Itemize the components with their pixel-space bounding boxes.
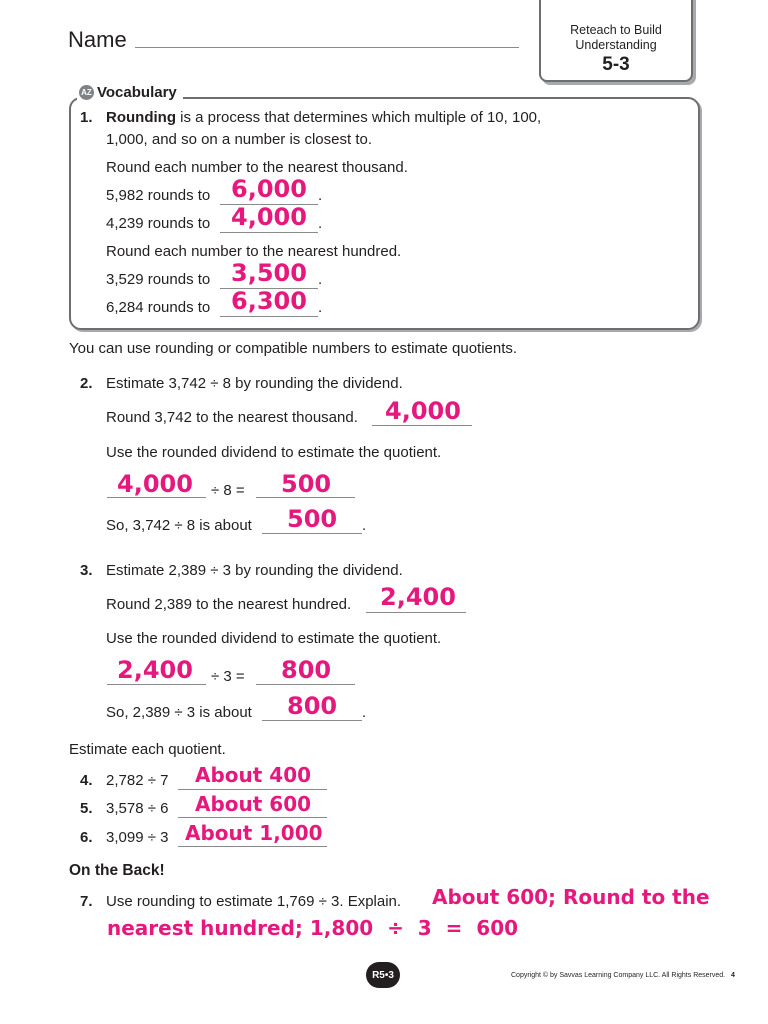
answer-line-4[interactable]	[220, 316, 318, 317]
vocabulary-heading	[77, 84, 183, 101]
q7-answer-line2: nearest hundred; 1,800 ÷ 3 = 600	[107, 916, 519, 940]
q3-so-line[interactable]	[262, 720, 362, 721]
q7-answer-line1: About 600; Round to the	[432, 885, 710, 909]
answer-round-4: 6,300	[231, 287, 307, 315]
q3-text: Estimate 2,389 ÷ 3 by rounding the dividend.	[106, 562, 403, 579]
q3-dividend-answer: 2,400	[117, 656, 193, 684]
q2-quotient-answer: 500	[281, 470, 332, 498]
q6-answer: About 1,000	[185, 821, 323, 845]
q3-round-prompt: Round 2,389 to the nearest hundred.	[106, 596, 352, 613]
name-label: Name	[68, 27, 127, 52]
name-field[interactable]	[135, 47, 519, 48]
round-prompt-4: 6,284 rounds to	[106, 299, 211, 316]
period: .	[318, 215, 323, 232]
q2-round-answer: 4,000	[385, 397, 461, 425]
vocab-definition-rest: is a process that determines which multiple of 10, 100,	[175, 109, 542, 126]
lesson-number: 5-3	[602, 54, 630, 75]
q2-so-text: So, 3,742 ÷ 8 is about	[106, 517, 252, 534]
period: .	[362, 517, 367, 534]
item-number-5: 5.	[80, 800, 93, 817]
q2-division-op: ÷ 8 =	[211, 482, 245, 499]
item-number-1: 1.	[80, 109, 93, 126]
item-number-3: 3.	[80, 562, 93, 579]
page-badge: R5•3	[366, 962, 400, 988]
tab-title-line1: Reteach to Build	[570, 23, 662, 37]
tab-title-line2: Understanding	[575, 38, 657, 52]
round-prompt-1: 5,982 rounds to	[106, 187, 211, 204]
period: .	[362, 704, 367, 721]
round-prompt-3: 3,529 rounds to	[106, 271, 211, 288]
q3-so-text: So, 2,389 ÷ 3 is about	[106, 704, 252, 721]
q6-answer-line[interactable]	[178, 846, 327, 847]
item-number-2: 2.	[80, 375, 93, 392]
on-the-back-heading: On the Back!	[69, 862, 165, 879]
a-to-z-icon: AZ	[79, 85, 94, 100]
q2-text: Estimate 3,742 ÷ 8 by rounding the dividend.	[106, 375, 403, 392]
vocab-definition-line2: 1,000, and so on a number is closest to.	[106, 131, 372, 148]
item-number-6: 6.	[80, 829, 93, 846]
q3-use-text: Use the rounded dividend to estimate the quotient.	[106, 630, 442, 647]
q5-answer: About 600	[195, 792, 312, 816]
round-prompt-2: 4,239 rounds to	[106, 215, 211, 232]
q2-use-text: Use the rounded dividend to estimate the quotient.	[106, 444, 442, 461]
period: .	[318, 187, 323, 204]
answer-round-3: 3,500	[231, 259, 307, 287]
q2-dividend-answer: 4,000	[117, 470, 193, 498]
q3-dividend-line[interactable]	[107, 684, 206, 685]
lesson-tab	[539, 0, 693, 82]
q2-so-answer: 500	[287, 505, 338, 533]
period: .	[318, 299, 323, 316]
q3-quotient-line[interactable]	[256, 684, 355, 685]
q3-division-op: ÷ 3 =	[211, 668, 245, 685]
q4-answer-line[interactable]	[178, 789, 327, 790]
q4-answer: About 400	[195, 763, 312, 787]
q3-quotient-answer: 800	[281, 656, 332, 684]
q5-answer-line[interactable]	[178, 817, 327, 818]
estimate-heading: Estimate each quotient.	[69, 741, 226, 758]
instruction-thousand: Round each number to the nearest thousand.	[106, 159, 408, 176]
item-number-4: 4.	[80, 772, 93, 789]
q4-expression: 2,782 ÷ 7	[106, 772, 169, 789]
item-number-7: 7.	[80, 893, 93, 910]
page-number: 4	[731, 972, 735, 979]
period: .	[318, 271, 323, 288]
intro-text: You can use rounding or compatible numbers to estimate quotients.	[69, 340, 518, 357]
answer-round-1: 6,000	[231, 175, 307, 203]
q6-expression: 3,099 ÷ 3	[106, 829, 169, 846]
q7-text: Use rounding to estimate 1,769 ÷ 3. Explain.	[106, 893, 402, 910]
vocab-definition-line1	[106, 109, 541, 126]
q2-round-prompt: Round 3,742 to the nearest thousand.	[106, 409, 358, 426]
instruction-hundred: Round each number to the nearest hundred.	[106, 243, 402, 260]
q2-so-line[interactable]	[262, 533, 362, 534]
vocabulary-title: Vocabulary	[97, 84, 177, 101]
answer-line-2[interactable]	[220, 232, 318, 233]
q2-round-line[interactable]	[372, 425, 472, 426]
q3-round-answer: 2,400	[380, 583, 456, 611]
q3-so-answer: 800	[287, 692, 338, 720]
vocab-term: Rounding	[106, 109, 176, 126]
q5-expression: 3,578 ÷ 6	[106, 800, 169, 817]
copyright-text: Copyright © by Savvas Learning Company LLC. All Rights Reserved.	[511, 972, 726, 979]
q3-round-line[interactable]	[366, 612, 466, 613]
answer-round-2: 4,000	[231, 203, 307, 231]
